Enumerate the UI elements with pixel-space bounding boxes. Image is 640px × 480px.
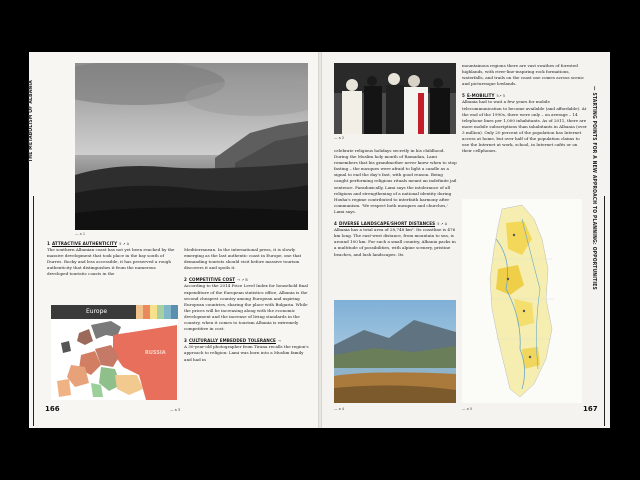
right-running-title: — STARTING POINTS FOR A NEW APPROACH TO PLANNING: OPPORTUNITIES [591, 86, 597, 290]
section-2-text: According to the 2014 Price Level Index for household final expenditure of the European statistics office, Albania is the second cheapest country among European and aspiring European countries, sharing the place with Bulgaria. While the prices will be increasing along with the economic development and the increase of living standards in the country, when it comes to tourism Albania is extremely competitive in cost. [184, 283, 308, 332]
photo-caption-mark: — a 1 [75, 232, 86, 236]
section-2-heading: 2 COMPETITIVE COST → ↗ B [184, 277, 248, 283]
left-page-number: 166 [45, 405, 60, 413]
mountains-text: mountainous regions there are vast swathes of forested highlands, with river-line-inspiring rock formations, waterfalls, and trails on the coast one comes across scenic and picturesque lowlands. [462, 63, 584, 87]
right-page-number: 167 [583, 405, 598, 413]
coastline-photo [75, 63, 308, 230]
section-5-heading: 5 E-MOBILITY 5↗ 5 [462, 93, 506, 99]
map-label-russia: RUSSIA [145, 350, 166, 356]
right-column-2 [462, 63, 588, 154]
book-spine [318, 52, 322, 428]
europe-price-map [51, 305, 178, 400]
right-column-1 [334, 148, 458, 258]
section-1-continued-text: Mediterranean. In the international press, it is slowly emerging as the last authentic coast in Europe, one that demanding tourists should visit before massive tourism discovers it and spoils it. [184, 247, 302, 271]
section-3-heading: 3 CULTURALLY EMBEDDED TOLERANCE → [184, 338, 281, 344]
photo4-caption-mark: — a 4 [334, 407, 345, 411]
section-1-text: The southern Albanian coast has not yet been reached by the massive development that took place in the bay south of Durres. Rocky and less accessible, it has preserved a rough authenticity that distinguishes it from the numerous developed touristic coasts in the [47, 247, 175, 277]
map-caption-mark: — a 5 [462, 407, 473, 411]
bottom-caption-mark: — a 3 [170, 408, 181, 412]
left-running-title: THE METABOLISM OF ALBANIA [28, 80, 34, 162]
left-column-2 [184, 241, 312, 363]
map-title: Europe [86, 308, 108, 315]
left-margin-rule [33, 196, 34, 426]
section-1-heading: 1 ATTRACTIVE AUTHENTICITY 5 ↗ A [47, 241, 130, 246]
ramadan-text: celebrate religious holidays secretly in his childhood. During the Muslim holy month of Ramadan, Lami remembers that his grandmother never knew when to stop fasting – the mosques were afraid to light a candle as a signal to end the day's fast, with good reason. Being caught performing religious rituals meant an indefinite jail sentence. Paradoxically, Lami says the intolerance of all religions and strengthening of a national identity during Hoxha's regime contributed to interfaith harmony after communism. 'We respect both mosques and churches,' Lami says. [334, 148, 457, 214]
section-4-heading: 4 DIVERSE LANDSCAPE/SHORT DISTANCES 5 ↗ A [334, 221, 448, 227]
albania-map [462, 199, 582, 403]
left-column-1 [47, 241, 175, 278]
section-5-text: Albania had to wait a few years for mobile telecommunication to become available (and affordable). At the end of the 1990s, there were only – on average – 14 telephone lines per 1,000 inhabitants. As of 2011, there are more mobile subscriptions than inhabitants in Albania (over 3 million). Only 20 percent of the population has Internet access at home, but over half of the population claims to use the Internet at work, school, in Internet cafés or on their cellphones. [462, 99, 587, 154]
section-3-text: A 30-year-old photographer from Tirana recalls the region's approach to religion: Lami was born into a Muslim family and had in [184, 344, 309, 362]
landscape-photo [334, 300, 456, 403]
religious-leaders-photo [334, 63, 456, 134]
section-4-text: Albania has a total area of 28,748 km². Its coastline is 476 km long. The east-west distance, from mountain to sea, is around 100 km. For such a small country, Albania packs in a multitude of possibilities, with alpine scenery, pristine beaches, and lush landscapes. Its [334, 227, 456, 257]
right-margin-rule [604, 196, 605, 426]
photo2-caption-mark: — a 2 [334, 136, 345, 140]
